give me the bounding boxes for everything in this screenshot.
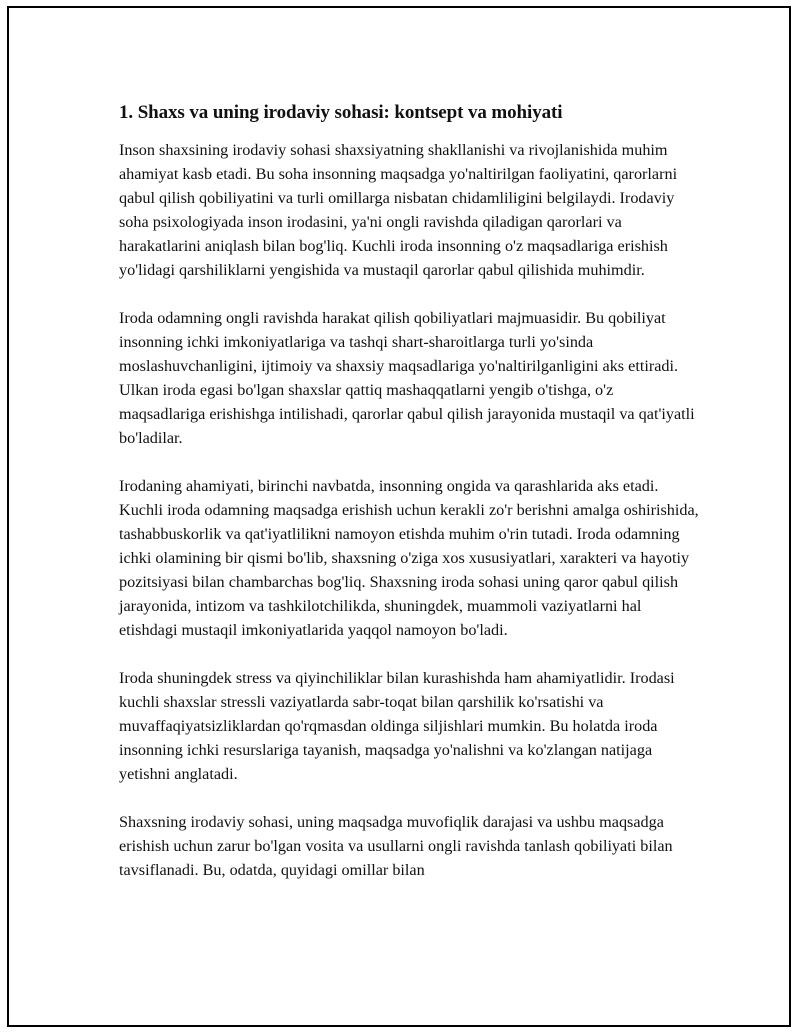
section-heading: 1. Shaxs va uning irodaviy sohasi: kontsept va mohiyati [119, 102, 563, 123]
paragraph-1: Inson shaxsining irodaviy sohasi shaxsiyatning shakllanishi va rivojlanishida muhim ahamiyat kasb etadi. Bu soha insonning maqsadga yo'naltirilgan faoliyatini, qarorlarni qabul qilish qobiliyatini va turli omillarga nisbatan chidamliligini belgilaydi. Irodaviy soha psixologiyada inson irodasini, ya'ni ongli ravishda qiladigan qarorlari va harakatlarini aniqlash bilan bog'liq. Kuchli iroda insonning o'z maqsadlariga erishish yo'lidagi qarshiliklarni yengishida va mustaqil qarorlar qabul qilishida muhimdir. [119, 141, 678, 279]
document-body [119, 100, 699, 882]
paragraph-3: Irodaning ahamiyati, birinchi navbatda, insonning ongida va qarashlarida aks etadi. Kuchli iroda odamning maqsadga erishish uchun kerakli zo'r berishni amalga oshirishida, tashabbuskorlik va qat'iyatlilikni namoyon etishda muhim o'rin tutadi. Iroda odamning ichki olamining bir qismi bo'lib, shaxsning o'ziga xos xususiyatlari, xarakteri va hayotiy pozitsiyasi bilan chambarchas bog'liq. Shaxsning iroda sohasi uning qaror qabul qilish jarayonida, intizom va tashkilotchilikda, shuningdek, muammoli vaziyatlarni hal etishdagi mustaqil imkoniyatlarida yaqqol namoyon bo'ladi. [119, 477, 699, 639]
paragraph-4: Iroda shuningdek stress va qiyinchiliklar bilan kurashishda ham ahamiyatlidir. Irodasi kuchli shaxslar stressli vaziyatlarda sabr-toqat bilan qarshilik ko'rsatishi va muvaffaqiyatsizliklardan qo'rqmasdan oldinga siljishlari mumkin. Bu holatda iroda insonning ichki resurslariga tayanish, maqsadga yo'nalishni va ko'zlangan natijaga yetishni anglatadi. [119, 669, 675, 783]
paragraph-5: Shaxsning irodaviy sohasi, uning maqsadga muvofiqlik darajasi va ushbu maqsadga erishish uchun zarur bo'lgan vosita va usullarni ongli ravishda tanlash qobiliyati bilan tavsiflanadi. Bu, odatda, quyidagi omillar bilan [119, 813, 673, 879]
page-frame [7, 6, 791, 1027]
paragraph-2: Iroda odamning ongli ravishda harakat qilish qobiliyatlari majmuasidir. Bu qobiliyat insonning ichki imkoniyatlariga va tashqi shart-sharoitlarga turli yo'sinda moslashuvchanligini, ijtimoiy va shaxsiy maqsadlariga yo'naltirilganligini aks ettiradi. Ulkan iroda egasi bo'lgan shaxslar qattiq mashaqqatlarni yengib o'tishga, o'z maqsadlariga erishishga intilishadi, qarorlar qabul qilish jarayonida mustaqil va qat'iyatli bo'ladilar. [119, 309, 695, 447]
